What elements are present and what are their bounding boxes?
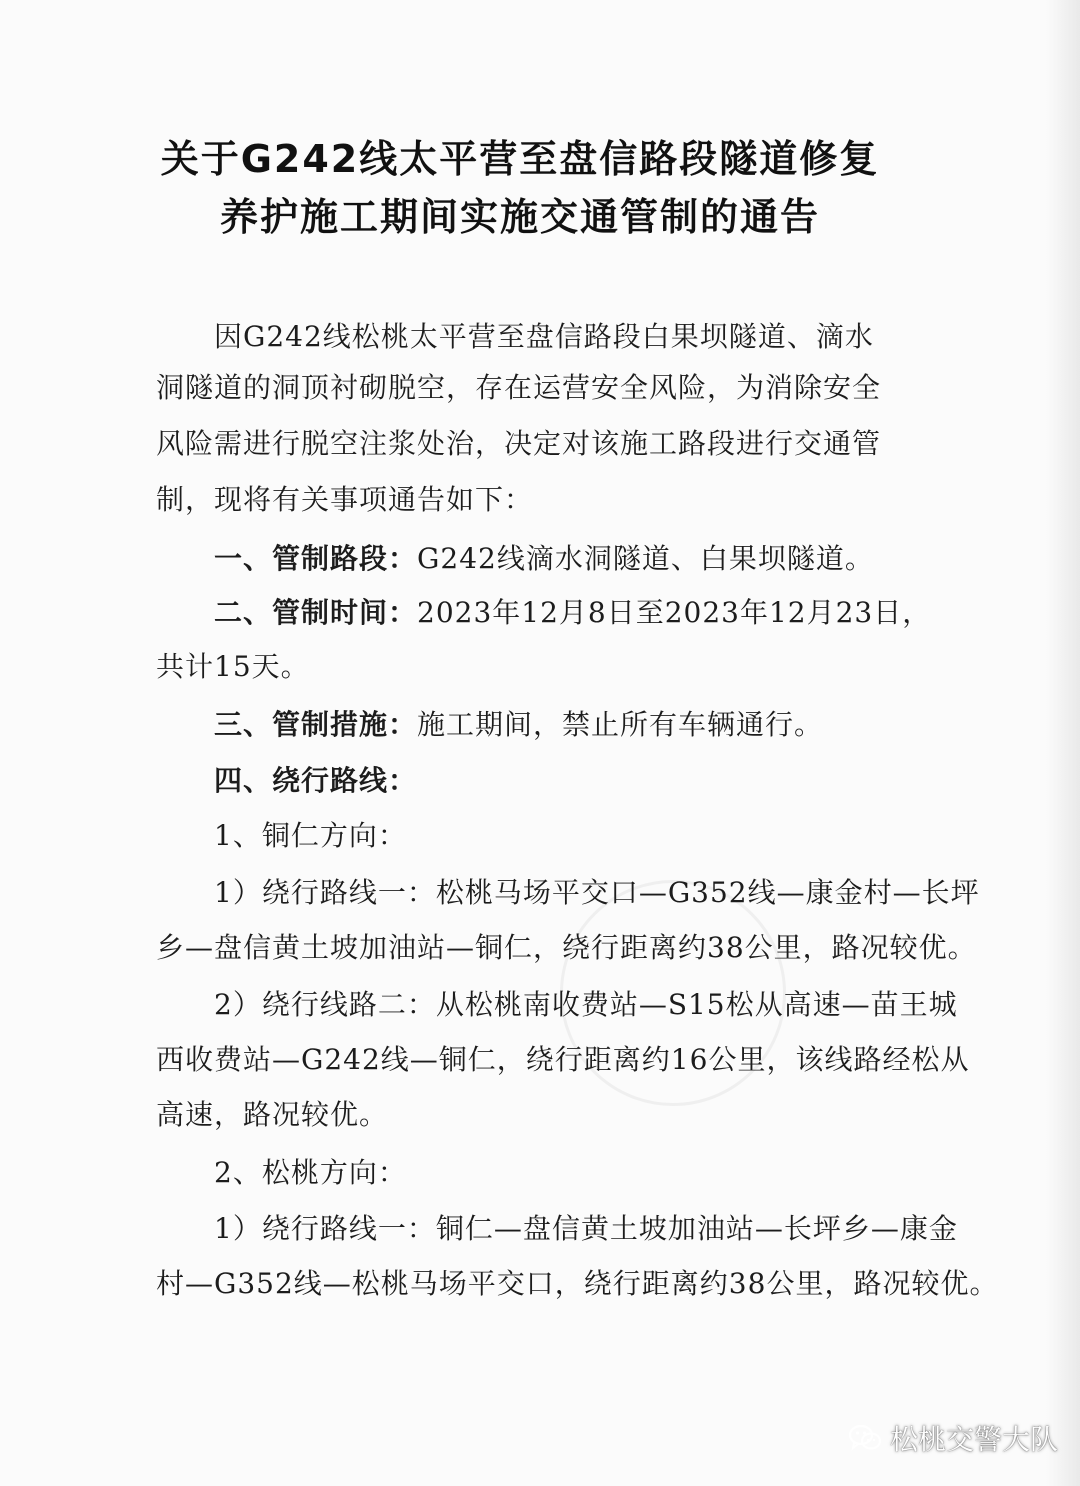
tongren-route2-line2: 西收费站—G242线—铜仁，绕行距离约16公里，该线路经松从 xyxy=(156,1043,970,1076)
songtao-heading: 2、松桃方向： xyxy=(214,1156,407,1189)
tongren-route1-line1: 1）绕行路线一：松桃马场平交口—G352线—康金村—长坪 xyxy=(214,876,980,909)
section-time-label: 二、管制时间： xyxy=(214,596,418,629)
section-detour-heading: 四、绕行路线： xyxy=(214,764,418,797)
section-measure-text: 施工期间，禁止所有车辆通行。 xyxy=(417,708,824,741)
songtao-route1-line1: 1）绕行路线一：铜仁—盘信黄土坡加油站—长坪乡—康金 xyxy=(214,1212,958,1245)
section-road-text: G242线滴水洞隧道、白果坝隧道。 xyxy=(417,542,874,575)
title-line-1: 关于G242线太平营至盘信路段隧道修复 xyxy=(160,137,880,181)
wechat-watermark xyxy=(848,1418,1058,1458)
section-measure-label: 三、管制措施： xyxy=(214,708,418,741)
section-road xyxy=(214,537,874,577)
tongren-heading: 1、铜仁方向： xyxy=(214,819,407,852)
page-edge-shadow xyxy=(1046,0,1080,1486)
title-line-2: 养护施工期间实施交通管制的通告 xyxy=(219,195,820,239)
tongren-route2-line3: 高速，路况较优。 xyxy=(156,1098,389,1131)
section-road-label: 一、管制路段： xyxy=(214,542,418,575)
songtao-route1-line2: 村—G352线—松桃马场平交口，绕行距离约38公里，路况较优。 xyxy=(156,1267,999,1300)
tongren-route1-line2: 乡—盘信黄土坡加油站—铜仁，绕行距离约38公里，路况较优。 xyxy=(156,931,977,964)
section-measure xyxy=(214,703,823,743)
intro-line-1: 因G242线松桃太平营至盘信路段白果坝隧道、滴水 xyxy=(214,320,874,353)
intro-line-4: 制，现将有关事项通告如下： xyxy=(156,483,534,516)
section-time xyxy=(214,591,931,631)
watermark-text: 松桃交警大队 xyxy=(890,1423,1059,1456)
intro-line-3: 风险需进行脱空注浆处治，决定对该施工路段进行交通管 xyxy=(156,427,882,460)
wechat-icon xyxy=(848,1423,882,1453)
section-time-cont: 共计15天。 xyxy=(156,650,310,683)
intro-line-2: 洞隧道的洞顶衬砌脱空，存在运营安全风险，为消除安全 xyxy=(156,371,882,404)
tongren-route2-line1: 2）绕行线路二：从松桃南收费站—S15松从高速—苗王城 xyxy=(214,988,958,1021)
section-time-text: 2023年12月8日至2023年12月23日， xyxy=(417,596,932,629)
